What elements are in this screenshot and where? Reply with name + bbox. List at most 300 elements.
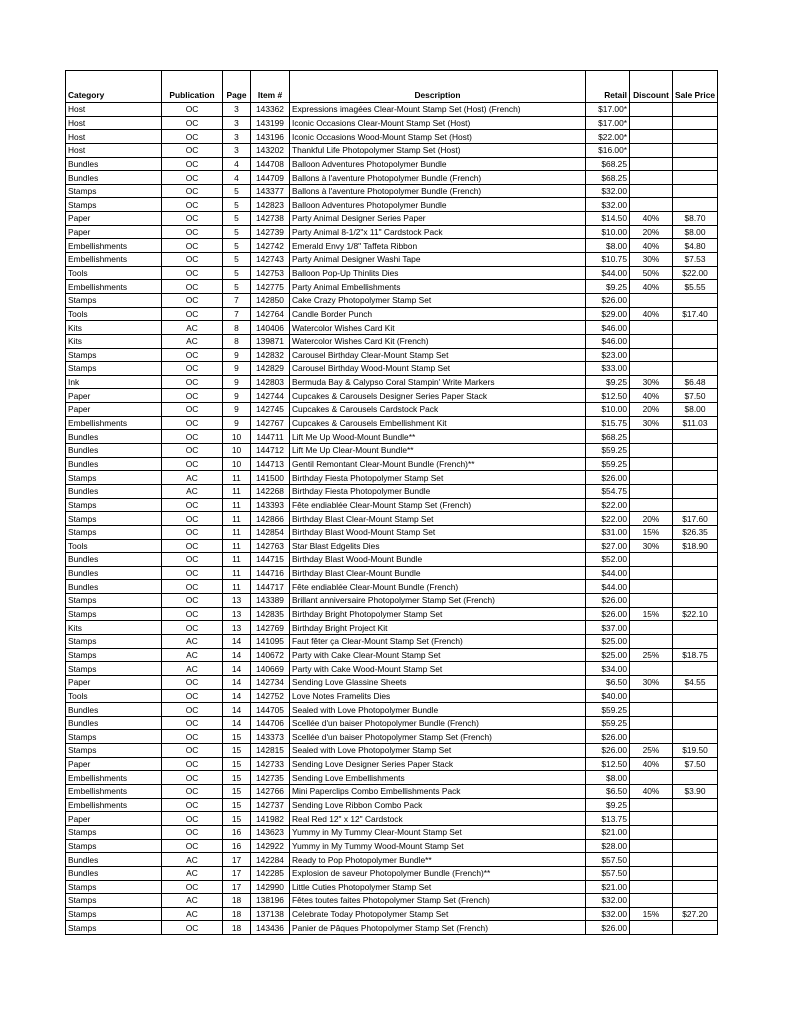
cell-category: Bundles	[66, 553, 162, 567]
cell-retail: $26.00	[586, 594, 630, 608]
cell-description: Party Animal 8-1/2"x 11" Cardstock Pack	[290, 225, 586, 239]
cell-description: Lift Me Up Wood-Mount Bundle**	[290, 430, 586, 444]
cell-page: 11	[223, 498, 251, 512]
cell-page: 15	[223, 771, 251, 785]
cell-discount	[630, 825, 673, 839]
cell-retail: $26.00	[586, 921, 630, 935]
cell-description: Scellée d'un baiser Photopolymer Bundle (French)	[290, 716, 586, 730]
cell-discount: 40%	[630, 280, 673, 294]
cell-sale-price	[673, 812, 718, 826]
cell-publication: OC	[162, 785, 223, 799]
cell-description: Fête endiablée Clear-Mount Bundle (French)	[290, 580, 586, 594]
cell-publication: AC	[162, 662, 223, 676]
cell-page: 11	[223, 580, 251, 594]
cell-category: Embellishments	[66, 253, 162, 267]
cell-description: Birthday Blast Clear-Mount Bundle	[290, 566, 586, 580]
cell-page: 5	[223, 266, 251, 280]
table-row	[66, 143, 718, 157]
cell-sale-price: $19.50	[673, 744, 718, 758]
cell-retail: $12.50	[586, 757, 630, 771]
cell-page: 15	[223, 798, 251, 812]
cell-discount	[630, 716, 673, 730]
cell-category: Stamps	[66, 512, 162, 526]
cell-category: Stamps	[66, 648, 162, 662]
cell-page: 16	[223, 825, 251, 839]
cell-sale-price	[673, 634, 718, 648]
cell-retail: $68.25	[586, 157, 630, 171]
table-row	[66, 416, 718, 430]
cell-category: Stamps	[66, 921, 162, 935]
cell-item-number: 142735	[251, 771, 290, 785]
cell-item-number: 144708	[251, 157, 290, 171]
cell-item-number: 142832	[251, 348, 290, 362]
cell-sale-price: $11.03	[673, 416, 718, 430]
cell-sale-price	[673, 293, 718, 307]
cell-description: Carousel Birthday Wood-Mount Stamp Set	[290, 362, 586, 376]
cell-retail: $23.00	[586, 348, 630, 362]
cell-sale-price	[673, 362, 718, 376]
table-row	[66, 430, 718, 444]
cell-discount	[630, 553, 673, 567]
cell-description: Birthday Blast Wood-Mount Bundle	[290, 553, 586, 567]
cell-discount	[630, 362, 673, 376]
cell-page: 11	[223, 553, 251, 567]
cell-sale-price	[673, 730, 718, 744]
cell-sale-price: $18.90	[673, 539, 718, 553]
cell-item-number: 142733	[251, 757, 290, 771]
cell-discount: 20%	[630, 403, 673, 417]
cell-retail: $9.25	[586, 375, 630, 389]
cell-category: Stamps	[66, 825, 162, 839]
cell-item-number: 142769	[251, 621, 290, 635]
cell-publication: OC	[162, 539, 223, 553]
cell-description: Yummy in My Tummy Wood-Mount Stamp Set	[290, 839, 586, 853]
table-row	[66, 662, 718, 676]
header-sale-price: Sale Price	[673, 71, 718, 103]
cell-publication: OC	[162, 689, 223, 703]
cell-item-number: 142854	[251, 525, 290, 539]
cell-publication: OC	[162, 416, 223, 430]
cell-retail: $54.75	[586, 484, 630, 498]
cell-sale-price	[673, 334, 718, 348]
cell-item-number: 143393	[251, 498, 290, 512]
cell-discount: 50%	[630, 266, 673, 280]
cell-discount	[630, 334, 673, 348]
cell-retail: $17.00*	[586, 103, 630, 117]
cell-publication: OC	[162, 280, 223, 294]
cell-discount: 20%	[630, 225, 673, 239]
cell-category: Paper	[66, 403, 162, 417]
cell-page: 7	[223, 293, 251, 307]
cell-sale-price	[673, 348, 718, 362]
cell-category: Host	[66, 143, 162, 157]
table-row	[66, 921, 718, 935]
cell-sale-price	[673, 621, 718, 635]
cell-retail: $13.75	[586, 812, 630, 826]
cell-publication: OC	[162, 716, 223, 730]
table-body	[66, 103, 718, 935]
cell-discount	[630, 798, 673, 812]
cell-item-number: 143373	[251, 730, 290, 744]
cell-sale-price	[673, 825, 718, 839]
cell-page: 4	[223, 157, 251, 171]
price-list-sheet	[65, 70, 717, 935]
cell-description: Star Blast Edgelits Dies	[290, 539, 586, 553]
cell-sale-price	[673, 184, 718, 198]
cell-publication: OC	[162, 389, 223, 403]
cell-sale-price	[673, 839, 718, 853]
cell-description: Party with Cake Wood-Mount Stamp Set	[290, 662, 586, 676]
cell-sale-price	[673, 566, 718, 580]
cell-sale-price: $26.35	[673, 525, 718, 539]
cell-item-number: 142815	[251, 744, 290, 758]
table-row	[66, 198, 718, 212]
cell-discount	[630, 621, 673, 635]
cell-sale-price	[673, 921, 718, 935]
cell-publication: OC	[162, 798, 223, 812]
cell-publication: OC	[162, 498, 223, 512]
cell-page: 5	[223, 239, 251, 253]
cell-category: Embellishments	[66, 798, 162, 812]
cell-page: 15	[223, 744, 251, 758]
cell-page: 5	[223, 212, 251, 226]
cell-sale-price	[673, 171, 718, 185]
table-row	[66, 471, 718, 485]
table-row	[66, 130, 718, 144]
cell-publication: AC	[162, 634, 223, 648]
table-row	[66, 484, 718, 498]
cell-retail: $27.00	[586, 539, 630, 553]
cell-page: 15	[223, 730, 251, 744]
cell-sale-price: $4.80	[673, 239, 718, 253]
cell-discount	[630, 498, 673, 512]
cell-retail: $21.00	[586, 825, 630, 839]
cell-discount	[630, 321, 673, 335]
table-row	[66, 212, 718, 226]
cell-item-number: 144712	[251, 444, 290, 458]
cell-retail: $44.00	[586, 566, 630, 580]
cell-item-number: 141500	[251, 471, 290, 485]
cell-description: Celebrate Today Photopolymer Stamp Set	[290, 907, 586, 921]
table-row	[66, 798, 718, 812]
cell-category: Bundles	[66, 157, 162, 171]
cell-page: 14	[223, 675, 251, 689]
cell-category: Bundles	[66, 866, 162, 880]
cell-category: Bundles	[66, 716, 162, 730]
cell-discount: 40%	[630, 389, 673, 403]
cell-discount: 25%	[630, 648, 673, 662]
cell-sale-price	[673, 321, 718, 335]
cell-page: 8	[223, 334, 251, 348]
cell-sale-price: $22.00	[673, 266, 718, 280]
cell-description: Cupcakes & Carousels Embellishment Kit	[290, 416, 586, 430]
cell-sale-price: $27.20	[673, 907, 718, 921]
cell-sale-price	[673, 689, 718, 703]
cell-sale-price	[673, 894, 718, 908]
cell-item-number: 141982	[251, 812, 290, 826]
cell-discount	[630, 839, 673, 853]
cell-sale-price	[673, 703, 718, 717]
cell-item-number: 141095	[251, 634, 290, 648]
cell-description: Brillant anniversaire Photopolymer Stamp Set (French)	[290, 594, 586, 608]
cell-page: 5	[223, 225, 251, 239]
cell-retail: $10.00	[586, 403, 630, 417]
cell-page: 11	[223, 471, 251, 485]
cell-publication: AC	[162, 471, 223, 485]
cell-sale-price	[673, 498, 718, 512]
cell-discount	[630, 894, 673, 908]
cell-discount	[630, 184, 673, 198]
cell-page: 11	[223, 484, 251, 498]
cell-item-number: 143377	[251, 184, 290, 198]
table-row	[66, 907, 718, 921]
cell-category: Stamps	[66, 662, 162, 676]
cell-retail: $26.00	[586, 471, 630, 485]
cell-retail: $25.00	[586, 648, 630, 662]
cell-description: Birthday Fiesta Photopolymer Stamp Set	[290, 471, 586, 485]
cell-publication: OC	[162, 143, 223, 157]
table-row	[66, 253, 718, 267]
cell-description: Birthday Fiesta Photopolymer Bundle	[290, 484, 586, 498]
cell-page: 10	[223, 430, 251, 444]
cell-page: 11	[223, 566, 251, 580]
cell-retail: $22.00	[586, 512, 630, 526]
cell-category: Host	[66, 130, 162, 144]
cell-description: Bermuda Bay & Calypso Coral Stampin' Write Markers	[290, 375, 586, 389]
cell-description: Thankful Life Photopolymer Stamp Set (Host)	[290, 143, 586, 157]
cell-item-number: 144711	[251, 430, 290, 444]
cell-publication: OC	[162, 512, 223, 526]
cell-retail: $59.25	[586, 716, 630, 730]
cell-retail: $26.00	[586, 607, 630, 621]
cell-publication: AC	[162, 334, 223, 348]
cell-publication: OC	[162, 744, 223, 758]
cell-discount	[630, 689, 673, 703]
cell-discount: 15%	[630, 525, 673, 539]
cell-page: 14	[223, 716, 251, 730]
cell-description: Birthday Blast Clear-Mount Stamp Set	[290, 512, 586, 526]
cell-category: Tools	[66, 539, 162, 553]
cell-sale-price	[673, 103, 718, 117]
cell-page: 5	[223, 280, 251, 294]
table-row	[66, 675, 718, 689]
cell-publication: OC	[162, 607, 223, 621]
cell-page: 7	[223, 307, 251, 321]
cell-retail: $52.00	[586, 553, 630, 567]
cell-category: Tools	[66, 307, 162, 321]
cell-item-number: 144715	[251, 553, 290, 567]
cell-item-number: 142850	[251, 293, 290, 307]
cell-sale-price	[673, 594, 718, 608]
cell-publication: OC	[162, 171, 223, 185]
cell-category: Stamps	[66, 293, 162, 307]
table-row	[66, 239, 718, 253]
cell-retail: $59.25	[586, 703, 630, 717]
cell-page: 14	[223, 648, 251, 662]
cell-page: 5	[223, 184, 251, 198]
table-row	[66, 116, 718, 130]
cell-category: Stamps	[66, 894, 162, 908]
cell-discount	[630, 457, 673, 471]
cell-description: Candle Border Punch	[290, 307, 586, 321]
cell-category: Stamps	[66, 362, 162, 376]
cell-publication: OC	[162, 757, 223, 771]
cell-discount: 40%	[630, 239, 673, 253]
cell-retail: $22.00	[586, 498, 630, 512]
cell-category: Bundles	[66, 430, 162, 444]
table-row	[66, 266, 718, 280]
cell-item-number: 143623	[251, 825, 290, 839]
cell-discount	[630, 143, 673, 157]
cell-publication: OC	[162, 130, 223, 144]
cell-sale-price	[673, 716, 718, 730]
cell-description: Cake Crazy Photopolymer Stamp Set	[290, 293, 586, 307]
cell-description: Birthday Bright Photopolymer Stamp Set	[290, 607, 586, 621]
cell-description: Sending Love Glassine Sheets	[290, 675, 586, 689]
cell-description: Sending Love Ribbon Combo Pack	[290, 798, 586, 812]
cell-publication: OC	[162, 594, 223, 608]
table-row	[66, 362, 718, 376]
cell-discount	[630, 348, 673, 362]
cell-publication: AC	[162, 894, 223, 908]
cell-sale-price	[673, 430, 718, 444]
cell-publication: AC	[162, 866, 223, 880]
cell-sale-price	[673, 143, 718, 157]
cell-discount	[630, 580, 673, 594]
cell-sale-price	[673, 157, 718, 171]
cell-retail: $37.00	[586, 621, 630, 635]
cell-sale-price: $8.70	[673, 212, 718, 226]
cell-retail: $9.25	[586, 280, 630, 294]
table-row	[66, 839, 718, 853]
cell-category: Bundles	[66, 853, 162, 867]
cell-discount: 40%	[630, 212, 673, 226]
cell-page: 13	[223, 607, 251, 621]
cell-item-number: 142285	[251, 866, 290, 880]
table-row	[66, 594, 718, 608]
cell-item-number: 142763	[251, 539, 290, 553]
cell-retail: $6.50	[586, 785, 630, 799]
cell-discount	[630, 430, 673, 444]
cell-publication: OC	[162, 730, 223, 744]
header-category: Category	[66, 71, 162, 103]
cell-sale-price	[673, 866, 718, 880]
cell-item-number: 142752	[251, 689, 290, 703]
header-page: Page	[223, 71, 251, 103]
cell-page: 9	[223, 348, 251, 362]
cell-publication: OC	[162, 621, 223, 635]
cell-category: Paper	[66, 675, 162, 689]
cell-sale-price	[673, 444, 718, 458]
header-publication: Publication	[162, 71, 223, 103]
cell-page: 17	[223, 866, 251, 880]
cell-discount	[630, 484, 673, 498]
table-row	[66, 171, 718, 185]
cell-publication: OC	[162, 812, 223, 826]
cell-retail: $8.00	[586, 239, 630, 253]
cell-item-number: 142737	[251, 798, 290, 812]
cell-sale-price: $7.50	[673, 389, 718, 403]
cell-description: Birthday Bright Project Kit	[290, 621, 586, 635]
cell-description: Balloon Adventures Photopolymer Bundle	[290, 157, 586, 171]
cell-description: Yummy in My Tummy Clear-Mount Stamp Set	[290, 825, 586, 839]
cell-retail: $15.75	[586, 416, 630, 430]
table-row	[66, 293, 718, 307]
cell-publication: OC	[162, 362, 223, 376]
cell-description: Sealed with Love Photopolymer Bundle	[290, 703, 586, 717]
cell-publication: AC	[162, 484, 223, 498]
cell-category: Stamps	[66, 198, 162, 212]
cell-discount	[630, 866, 673, 880]
cell-sale-price: $7.50	[673, 757, 718, 771]
cell-description: Ballons à l'aventure Photopolymer Bundle (French)	[290, 184, 586, 198]
cell-discount: 30%	[630, 675, 673, 689]
cell-category: Stamps	[66, 498, 162, 512]
cell-page: 4	[223, 171, 251, 185]
table-row	[66, 307, 718, 321]
cell-category: Stamps	[66, 607, 162, 621]
cell-retail: $26.00	[586, 744, 630, 758]
cell-publication: OC	[162, 348, 223, 362]
cell-description: Real Red 12" x 12" Cardstock	[290, 812, 586, 826]
table-row	[66, 512, 718, 526]
cell-description: Ballons à l'aventure Photopolymer Bundle (French)	[290, 171, 586, 185]
table-row	[66, 607, 718, 621]
cell-category: Bundles	[66, 580, 162, 594]
cell-publication: OC	[162, 239, 223, 253]
cell-page: 9	[223, 389, 251, 403]
table-row	[66, 280, 718, 294]
table-row	[66, 689, 718, 703]
cell-page: 8	[223, 321, 251, 335]
cell-item-number: 142738	[251, 212, 290, 226]
cell-item-number: 144717	[251, 580, 290, 594]
cell-item-number: 139871	[251, 334, 290, 348]
cell-discount: 20%	[630, 512, 673, 526]
cell-discount: 30%	[630, 416, 673, 430]
cell-page: 9	[223, 362, 251, 376]
cell-page: 9	[223, 416, 251, 430]
cell-discount	[630, 730, 673, 744]
table-row	[66, 703, 718, 717]
cell-item-number: 144706	[251, 716, 290, 730]
table-row	[66, 880, 718, 894]
cell-item-number: 138196	[251, 894, 290, 908]
cell-discount	[630, 594, 673, 608]
table-row	[66, 403, 718, 417]
cell-page: 9	[223, 375, 251, 389]
cell-publication: OC	[162, 921, 223, 935]
cell-description: Party Animal Designer Washi Tape	[290, 253, 586, 267]
cell-publication: OC	[162, 116, 223, 130]
cell-description: Party with Cake Clear-Mount Stamp Set	[290, 648, 586, 662]
table-row	[66, 184, 718, 198]
cell-description: Mini Paperclips Combo Embellishments Pack	[290, 785, 586, 799]
cell-description: Iconic Occasions Clear-Mount Stamp Set (Host)	[290, 116, 586, 130]
cell-category: Paper	[66, 757, 162, 771]
cell-category: Kits	[66, 321, 162, 335]
cell-retail: $68.25	[586, 430, 630, 444]
cell-publication: OC	[162, 375, 223, 389]
cell-publication: AC	[162, 321, 223, 335]
price-list-table	[65, 70, 718, 935]
cell-publication: AC	[162, 853, 223, 867]
cell-page: 14	[223, 689, 251, 703]
cell-description: Little Cuties Photopolymer Stamp Set	[290, 880, 586, 894]
cell-category: Embellishments	[66, 416, 162, 430]
cell-retail: $16.00*	[586, 143, 630, 157]
cell-category: Kits	[66, 621, 162, 635]
